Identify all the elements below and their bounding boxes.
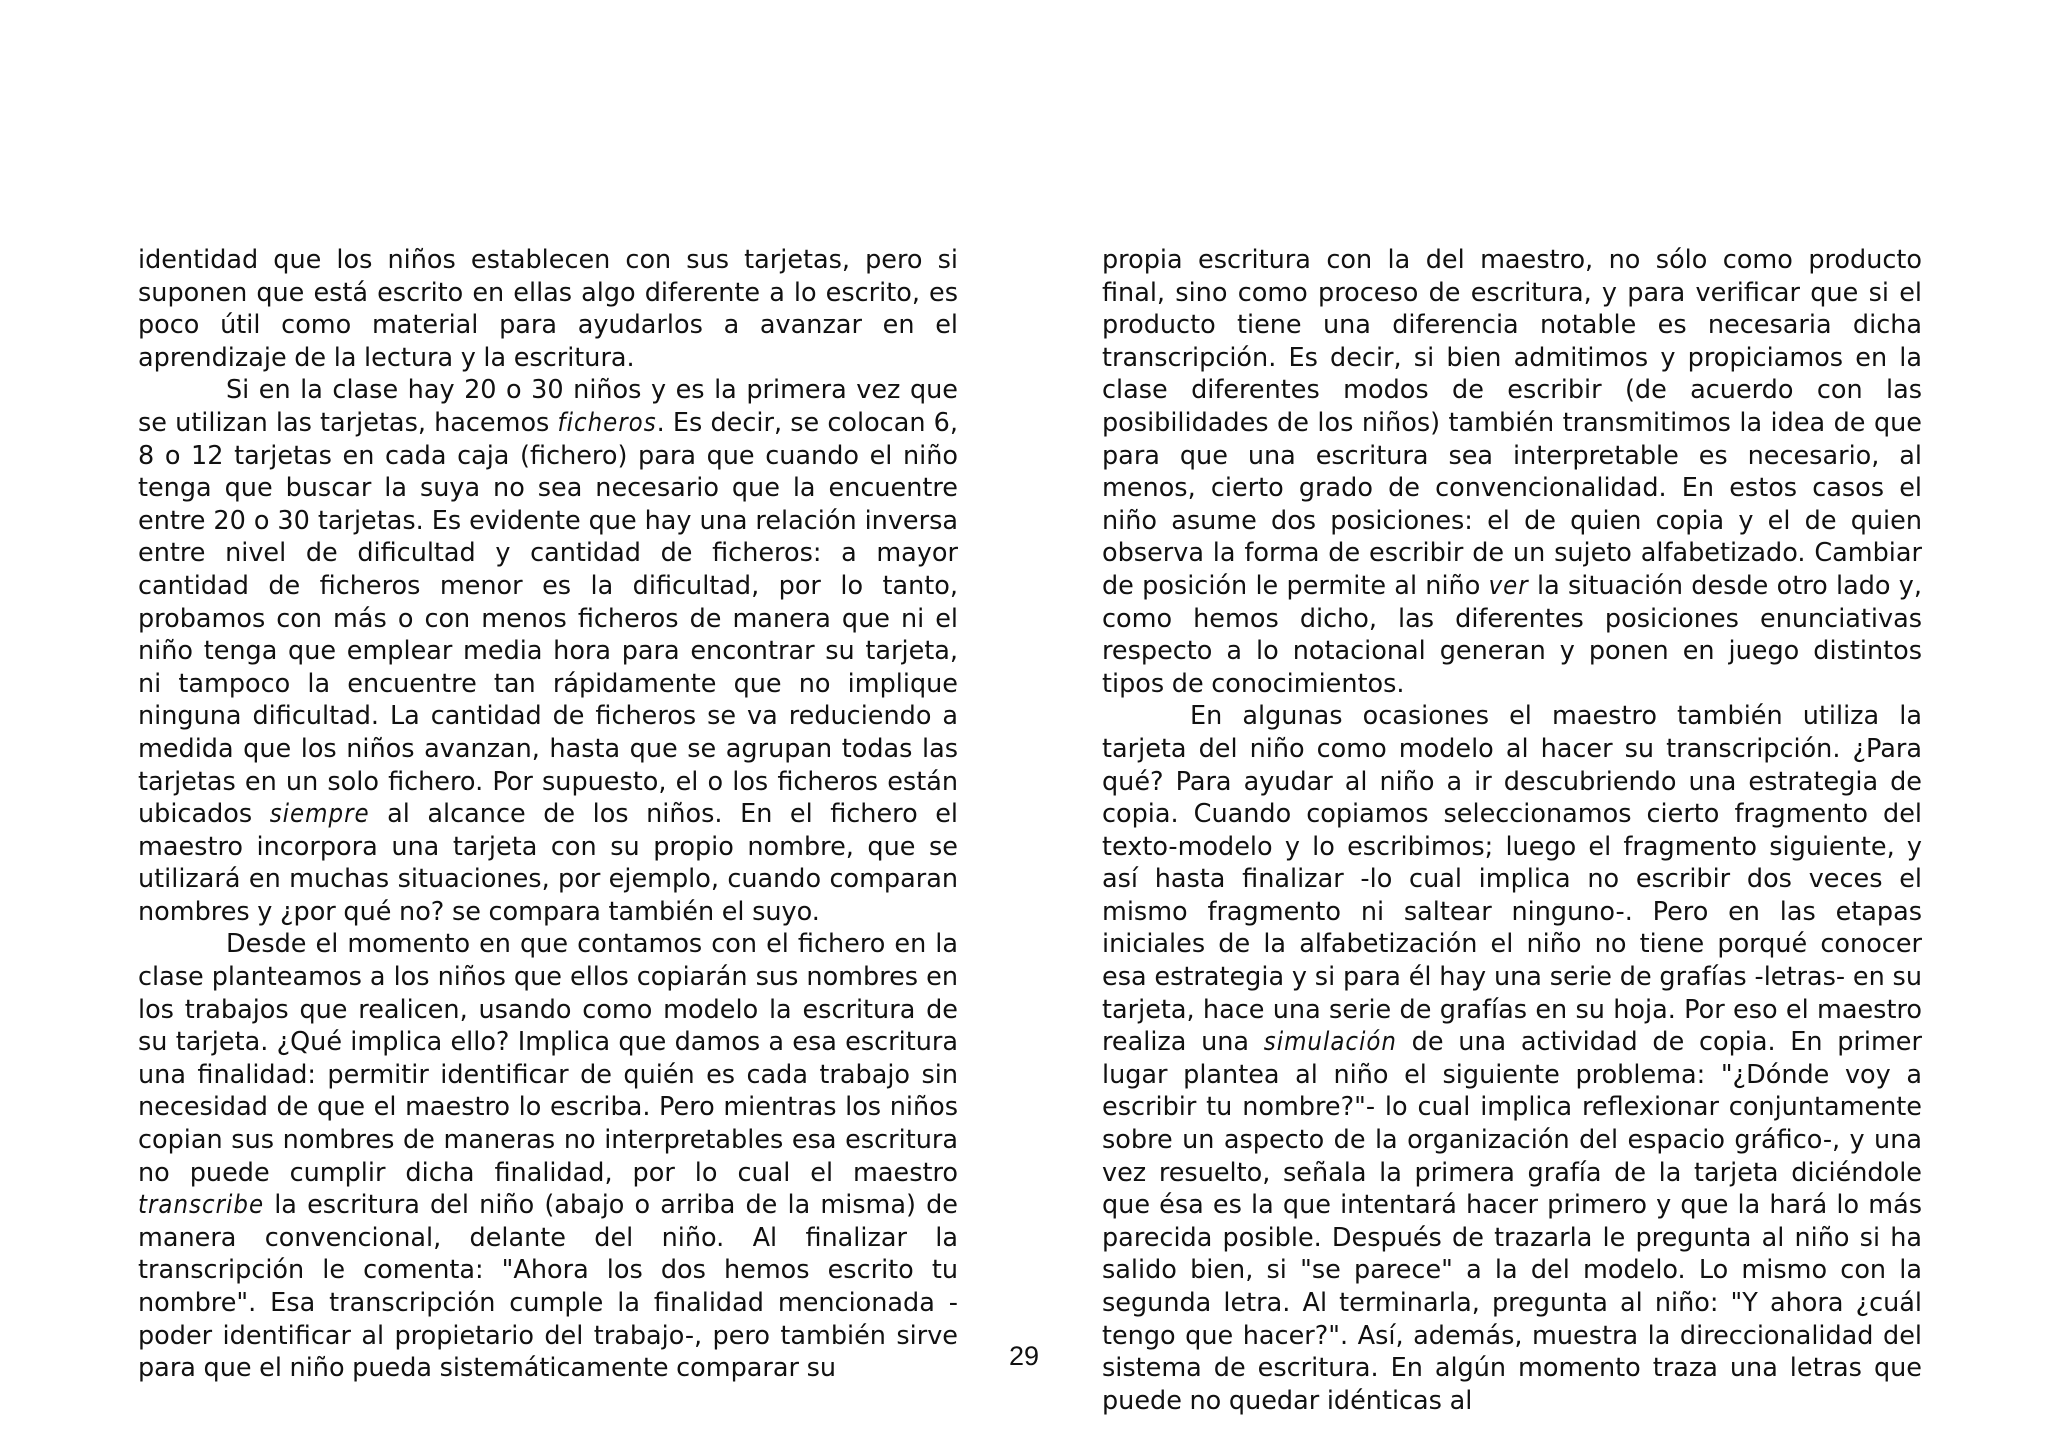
emphasis: ver xyxy=(1488,570,1529,601)
emphasis: ficheros xyxy=(557,407,657,438)
right-paragraph-2 xyxy=(1102,700,1922,1417)
left-paragraph-1 xyxy=(138,244,958,374)
text-run: al alcance de los niños. En el fichero el maestro incorpora una tarjeta con su propio nombre, que se utilizará en muchas situaciones, por ejemplo, cuando comparan nombres y ¿por qué no? se compara también el suyo. xyxy=(138,799,958,927)
text-run: Desde el momento en que contamos con el fichero en la clase planteamos a los niños que ellos copiarán sus nombres en los trabajos que realicen, usando como modelo la escritura de su tarjeta. ¿Qué implica ello? Implica que damos a esa escritura una finalidad: permitir identificar de quién es cada trabajo sin necesidad de que el maestro lo escriba. Pero mientras los niños copian sus nombres de maneras no interpretables esa escritura no puede cumplir dicha finalidad, por lo cual el maestro xyxy=(138,929,958,1188)
page-number: 29 xyxy=(1008,1341,1040,1371)
text-run: propia escritura con la del maestro, no sólo como producto final, sino como proceso de escritura, y para verificar que si el producto tiene una diferencia notable es necesaria dicha transcripción. Es decir, si bien admitimos y propiciamos en la clase diferentes modos de escribir (de acuerdo con las posibilidades de los niños) también transmitimos la idea de que para que una escritura sea interpretable es necesario, al menos, cierto grado de convencionalidad. En estos casos el niño asume dos posiciones: el de quien copia y el de quien observa la forma de escribir de un sujeto alfabetizado. Cambiar de posición le permite al niño xyxy=(1102,245,1922,601)
emphasis: siempre xyxy=(269,799,370,830)
right-paragraph-1 xyxy=(1102,244,1922,700)
text-run: Si en la clase hay 20 o 30 niños y es la primera vez que se utilizan las tarjetas, hacemos xyxy=(138,375,958,438)
left-column xyxy=(138,244,958,1385)
text-run: de una actividad de copia. En primer lugar plantea al niño el siguiente problema: "¿Dónde voy a escribir tu nombre?"- lo cual implica reflexionar conjuntamente sobre un aspecto de la organización del espacio gráfico-, y una vez resuelto, señala la primera grafía de la tarjeta diciéndole que ésa es la que intentará hacer primero y que la hará lo más parecida posible. Después de trazarla le pregunta al niño si ha salido bien, si "se parece" a la del modelo. Lo mismo con la segunda letra. Al terminarla, pregunta al niño: "Y ahora ¿cuál tengo que hacer?". Así, además, muestra la direccionalidad del sistema de escritura. En algún momento traza una letras que puede no quedar idénticas al xyxy=(1102,1027,1922,1416)
right-column xyxy=(1102,244,1922,1417)
text-run: . Es decir, se colocan 6, 8 o 12 tarjetas en cada caja (fichero) para que cuando el niño tenga que buscar la suya no sea necesario que la encuentre entre 20 o 30 tarjetas. Es evidente que hay una relación inversa entre nivel de dificultad y cantidad de ficheros: a mayor cantidad de ficheros menor es la dificultad, por lo tanto, probamos con más o con menos ficheros de manera que ni el niño tenga que emplear media hora para encontrar su tarjeta, ni tampoco la encuentre tan rápidamente que no implique ninguna dificultad. La cantidad de ficheros se va reduciendo a medida que los niños avanzan, hasta que se agrupan todas las tarjetas en un solo fichero. Por supuesto, el o los ficheros están ubicados xyxy=(138,407,958,830)
text-run: En algunas ocasiones el maestro también utiliza la tarjeta del niño como modelo al hacer su transcripción. ¿Para qué? Para ayudar al niño a ir descubriendo una estrategia de copia. Cuando copiamos seleccionamos cierto fragmento del texto-modelo y lo escribimos; luego el fragmento siguiente, y así hasta finalizar -lo cual implica no escribir dos veces el mismo fragmento ni saltear ninguno-. Pero en las etapas iniciales de la alfabetización el niño no tiene porqué conocer esa estrategia y si para él hay una serie de grafías -letras- en su tarjeta, hace una serie de grafías en su hoja. Por eso el maestro realiza una xyxy=(1102,701,1922,1058)
text-run: la situación desde otro lado y, como hemos dicho, las diferentes posiciones enunciativas respecto a lo notacional generan y ponen en juego distintos tipos de conocimientos. xyxy=(1102,570,1922,699)
left-paragraph-2 xyxy=(138,374,958,928)
text-run: la escritura del niño (abajo o arriba de la misma) de manera convencional, delante del niño. Al finalizar la transcripción le comenta: "Ahora los dos hemos escrito tu nombre". Esa transcripción cumple la finalidad mencionada -poder identificar al propietario del trabajo-, pero también sirve para que el niño pueda sistemáticamente comparar su xyxy=(138,1190,958,1384)
emphasis: simulación xyxy=(1263,1027,1397,1058)
left-paragraph-3 xyxy=(138,928,958,1384)
emphasis: transcribe xyxy=(138,1190,265,1221)
text-run: identidad que los niños establecen con sus tarjetas, pero si suponen que está escrito en ellas algo diferente a lo escrito, es poco útil como material para ayudarlos a avanzar en el aprendizaje de la lectura y la escritura. xyxy=(138,245,958,373)
